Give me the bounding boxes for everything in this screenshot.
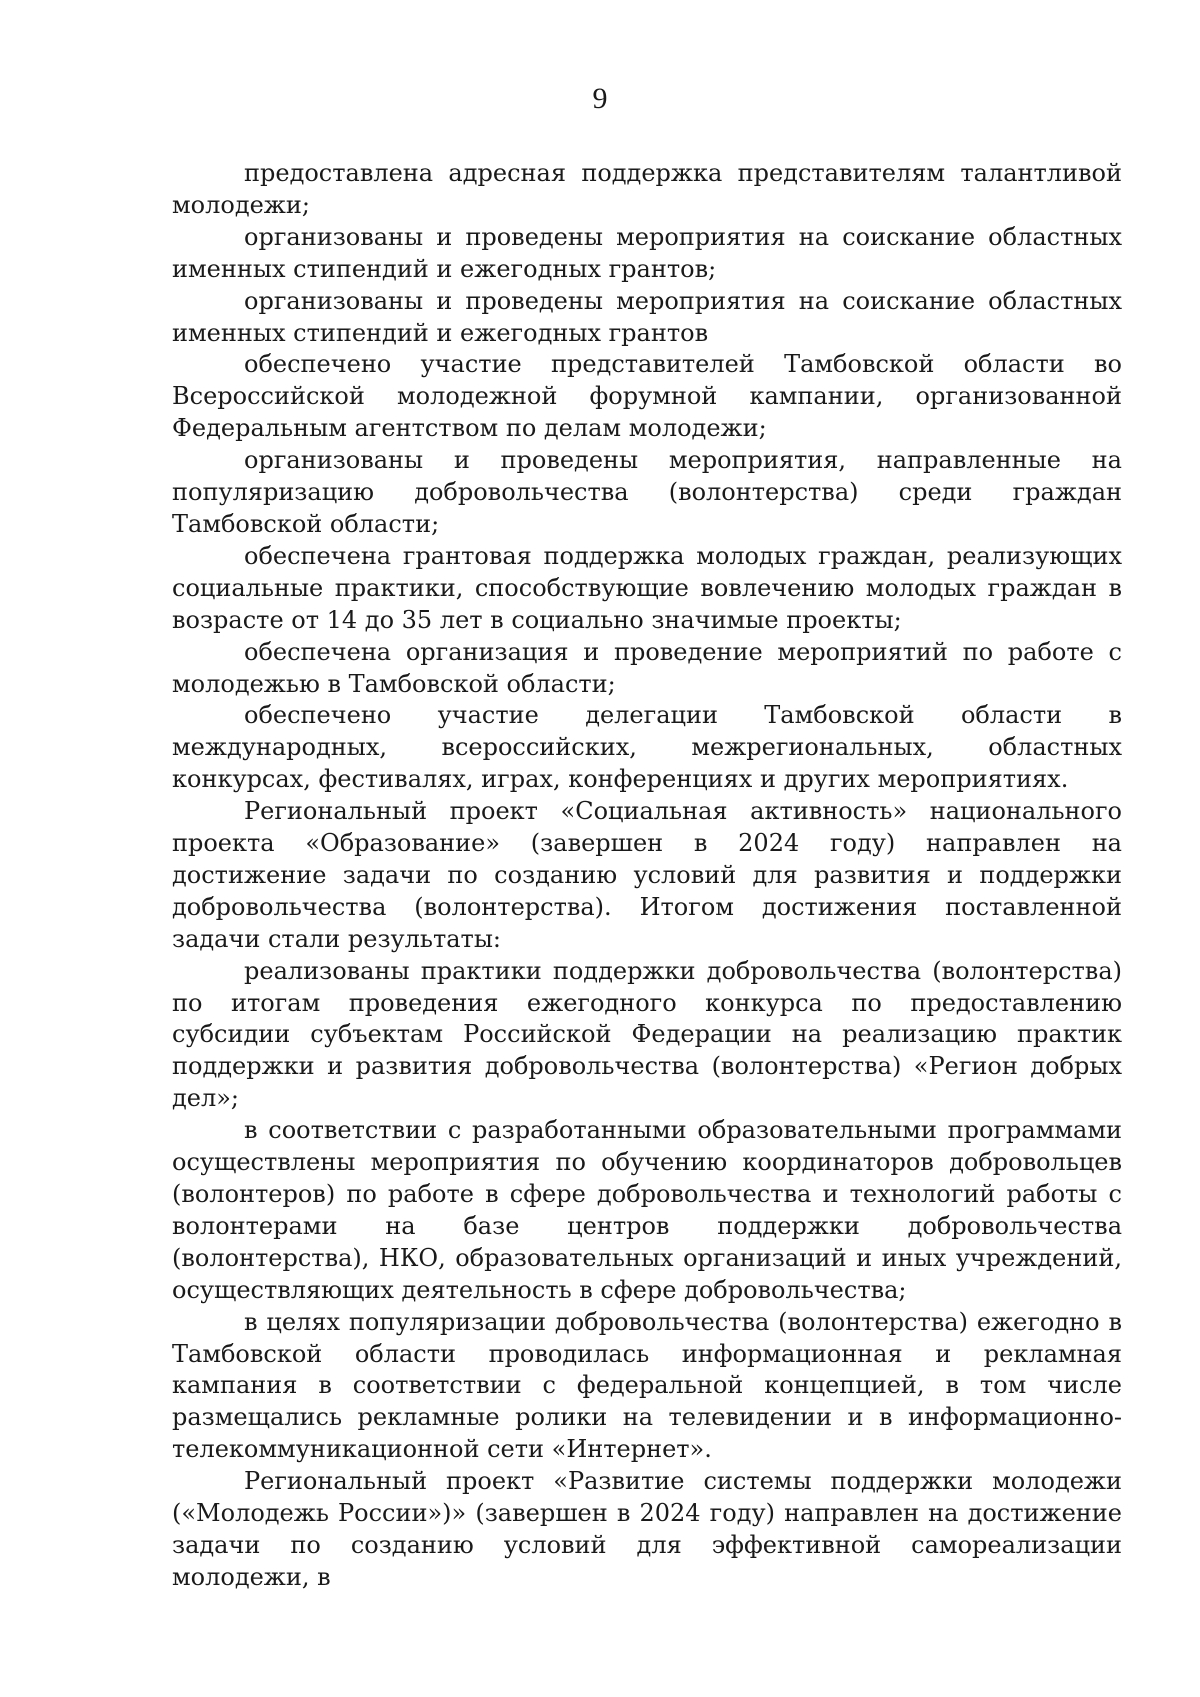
paragraph: организованы и проведены мероприятия на соискание областных именных стипендий и ежегодных грантов — [172, 286, 1122, 347]
page-number: 9 — [592, 82, 608, 115]
paragraph: в целях популяризации добровольчества (волонтерства) ежегодно в Тамбовской области проводилась информационная и рекламная кампания в соответствии с федеральной концепцией, в том числе размещались рекламные ролики на телевидении и в информационно-телекоммуникационной сети «Интернет». — [172, 1307, 1122, 1464]
paragraph: Региональный проект «Социальная активность» национального проекта «Образование» (завершен в 2024 году) направлен на достижение задачи по созданию условий для развития и поддержки добровольчества (волонтерства). Итогом достижения поставленной задачи стали результаты: — [172, 797, 1122, 953]
paragraph: обеспечено участие делегации Тамбовской области в международных, всероссийских, межрегиональных, областных конкурсах, фестивалях, играх, конференциях и других мероприятиях. — [172, 701, 1122, 794]
paragraph: организованы и проведены мероприятия на соискание областных именных стипендий и ежегодных грантов; — [172, 222, 1122, 283]
paragraph: организованы и проведены мероприятия, направленные на популяризацию добровольчества (волонтерства) среди граждан Тамбовской области; — [172, 446, 1122, 538]
paragraph: обеспечена грантовая поддержка молодых граждан, реализующих социальные практики, способствующие вовлечению молодых граждан в возрасте от 14 до 35 лет в социально значимые проекты; — [172, 541, 1122, 634]
paragraph: обеспечена организация и проведение мероприятий по работе с молодежью в Тамбовской области; — [172, 637, 1122, 698]
paragraph: обеспечено участие представителей Тамбовской области во Всероссийской молодежной форумной кампании, организованной Федеральным агентством по делам молодежи; — [172, 350, 1122, 443]
body-text — [172, 158, 1122, 1594]
paragraph: предоставлена адресная поддержка представителям талантливой молодежи; — [172, 159, 1122, 219]
paragraph: Региональный проект «Развитие системы поддержки молодежи («Молодежь России»)» (завершен в 2024 году) направлен на достижение задачи по созданию условий для эффективной самореализации молодежи, в — [172, 1467, 1122, 1591]
paragraph: в соответствии с разработанными образовательными программами осуществлены мероприятия по обучению координаторов добровольцев (волонтеров) по работе в сфере добровольчества и технологий работы с волонтерами на базе центров поддержки добровольчества (волонтерства), НКО, образовательных организаций и иных учреждений, осуществляющих деятельность в сфере добровольчества; — [172, 1116, 1122, 1304]
paragraph: реализованы практики поддержки добровольчества (волонтерства) по итогам проведения ежегодного конкурса по предоставлению субсидии субъектам Российской Федерации на реализацию практик поддержки и развития добровольчества (волонтерства) «Регион добрых дел»; — [172, 956, 1122, 1113]
